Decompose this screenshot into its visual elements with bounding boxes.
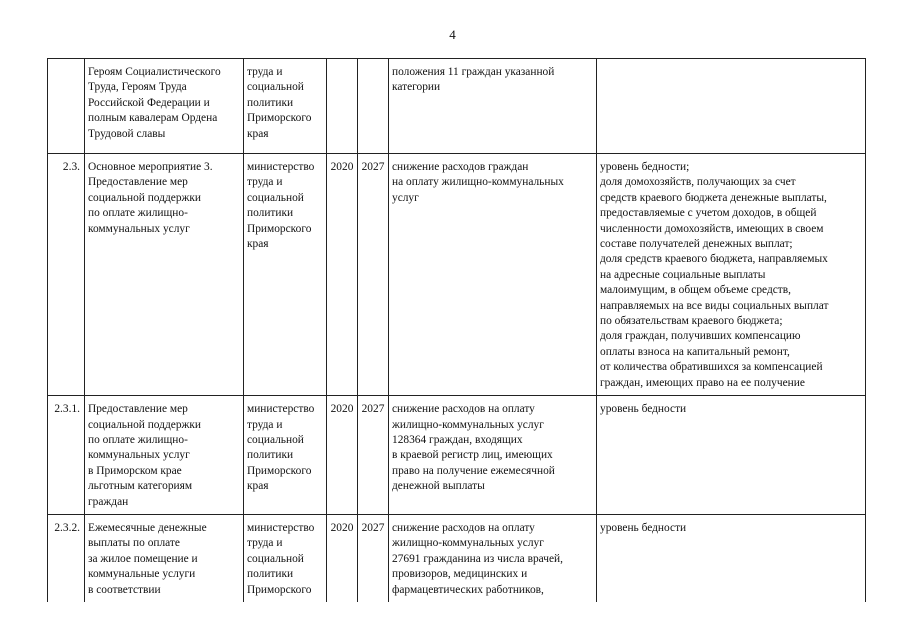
indicator-cell	[597, 514, 866, 602]
cell-line: по оплате жилищно-	[88, 207, 188, 220]
cell-line: за жилое помещение и	[88, 552, 198, 565]
cell-line: социальной	[247, 552, 304, 565]
item-number: 2.3.	[48, 154, 85, 396]
cell-line: края	[247, 127, 269, 140]
table-body	[48, 59, 866, 603]
cell-line: уровень бедности;	[600, 161, 690, 173]
cell-line: малоимущим, в общем объеме средств,	[600, 284, 792, 297]
cell-line: численности домохозяйств, имеющих в своем	[600, 222, 824, 235]
cell-line: края	[247, 238, 269, 251]
cell-line: положения 11 граждан указанной	[392, 66, 555, 78]
cell-line: министерство	[247, 161, 315, 173]
year-end-cell	[358, 59, 389, 154]
cell-line: денежной выплаты	[392, 480, 485, 493]
cell-line: социальной поддержки	[88, 191, 202, 204]
cell-line: Российской Федерации и	[88, 96, 210, 109]
cell-line: в краевой регистр лиц, имеющих	[392, 449, 553, 462]
cell-line: снижение расходов на оплату	[392, 403, 535, 416]
cell-line: края	[247, 480, 269, 493]
cell-line: 128364 граждан, входящих	[392, 433, 523, 446]
cell-line: Труда, Героям Труда	[88, 81, 187, 94]
table-row	[48, 59, 866, 154]
cell-line: политики	[247, 568, 294, 581]
cell-line: доля средств краевого бюджета, направляемых	[600, 253, 828, 266]
cell-line: услуг	[392, 191, 419, 204]
cell-line: министерство	[247, 403, 315, 416]
cell-line: Предоставление мер	[88, 176, 188, 189]
cell-line: льготным категориям	[88, 480, 193, 493]
expected-result-cell	[389, 514, 597, 602]
cell-line: жилищно-коммунальных услуг	[392, 418, 544, 431]
executor-cell	[244, 59, 327, 154]
cell-line: Приморского	[247, 583, 312, 596]
cell-line: на адресные социальные выплаты	[600, 268, 766, 281]
cell-line: Героям Социалистического	[88, 66, 221, 78]
item-number: 2.3.2.	[48, 514, 85, 602]
cell-line: 27691 гражданина из числа врачей,	[392, 552, 563, 565]
item-number	[48, 59, 85, 154]
cell-line: направляемых на все виды социальных выплат	[600, 299, 829, 312]
cell-line: социальной	[247, 433, 304, 446]
cell-line: социальной	[247, 81, 304, 94]
table-row	[48, 514, 866, 602]
year-start-cell: 2020	[327, 396, 358, 515]
expected-result-cell	[389, 59, 597, 154]
cell-line: труда и	[247, 66, 283, 78]
cell-line: труда и	[247, 537, 283, 550]
cell-line: в соответствии	[88, 583, 161, 596]
cell-line: снижение расходов граждан	[392, 161, 529, 173]
cell-line: доля домохозяйств, получающих за счет	[600, 176, 796, 189]
event-name-cell	[85, 396, 244, 515]
cell-line: Основное мероприятие 3.	[88, 161, 213, 173]
cell-line: категории	[392, 81, 441, 94]
year-end-cell: 2027	[358, 154, 389, 396]
page-number: 4	[449, 27, 456, 42]
cell-line: труда и	[247, 418, 283, 431]
cell-line: фармацевтических работников,	[392, 583, 544, 596]
cell-line: министерство	[247, 521, 315, 534]
cell-line: Ежемесячные денежные	[88, 521, 207, 534]
cell-line: граждан	[88, 495, 129, 508]
cell-line: полным кавалерам Ордена	[88, 112, 218, 125]
cell-line: Приморского	[247, 464, 312, 477]
cell-line: Приморского	[247, 222, 312, 235]
cell-line: политики	[247, 449, 294, 462]
cell-line: Предоставление мер	[88, 403, 188, 416]
cell-line: социальной	[247, 191, 304, 204]
year-start-cell	[327, 59, 358, 154]
cell-line: оплаты взноса на капитальный ремонт,	[600, 345, 790, 358]
expected-result-cell	[389, 154, 597, 396]
cell-line: доля граждан, получивших компенсацию	[600, 330, 801, 343]
cell-line: политики	[247, 96, 294, 109]
cell-line: граждан, имеющих право на ее получение	[600, 376, 805, 389]
cell-line: по обязательствам краевого бюджета;	[600, 315, 783, 328]
cell-line: на оплату жилищно-коммунальных	[392, 176, 564, 189]
cell-line: коммунальных услуг	[88, 222, 190, 235]
event-name-cell	[85, 59, 244, 154]
cell-line: средств краевого бюджета денежные выплаты,	[600, 191, 827, 204]
executor-cell	[244, 396, 327, 515]
year-start-cell: 2020	[327, 154, 358, 396]
cell-line: жилищно-коммунальных услуг	[392, 537, 544, 550]
cell-line: политики	[247, 207, 294, 220]
cell-line: социальной поддержки	[88, 418, 202, 431]
table-row	[48, 154, 866, 396]
cell-line: право на получение ежемесячной	[392, 464, 555, 477]
executor-cell	[244, 154, 327, 396]
table-row	[48, 396, 866, 515]
indicator-cell	[597, 154, 866, 396]
event-name-cell	[85, 154, 244, 396]
cell-line: предоставляемые с учетом доходов, в общей	[600, 207, 817, 220]
cell-line: коммунальные услуги	[88, 568, 196, 581]
year-end-cell: 2027	[358, 514, 389, 602]
event-name-cell	[85, 514, 244, 602]
cell-line: по оплате жилищно-	[88, 433, 188, 446]
cell-line: провизоров, медицинских и	[392, 568, 528, 581]
expected-result-cell	[389, 396, 597, 515]
cell-line: снижение расходов на оплату	[392, 521, 535, 534]
indicator-cell	[597, 59, 866, 154]
cell-line: уровень бедности	[600, 403, 687, 416]
executor-cell	[244, 514, 327, 602]
cell-line: труда и	[247, 176, 283, 189]
item-number: 2.3.1.	[48, 396, 85, 515]
indicator-cell	[597, 396, 866, 515]
program-table	[47, 58, 866, 602]
year-start-cell: 2020	[327, 514, 358, 602]
cell-line: Приморского	[247, 112, 312, 125]
cell-line: уровень бедности	[600, 521, 687, 534]
cell-line: коммунальных услуг	[88, 449, 190, 462]
year-end-cell: 2027	[358, 396, 389, 515]
cell-line: Трудовой славы	[88, 127, 166, 140]
cell-line: в Приморском крае	[88, 464, 182, 477]
cell-line: выплаты по оплате	[88, 537, 180, 550]
cell-line: составе получателей денежных выплат;	[600, 238, 793, 251]
cell-line: от количества обратившихся за компенсацией	[600, 361, 823, 374]
